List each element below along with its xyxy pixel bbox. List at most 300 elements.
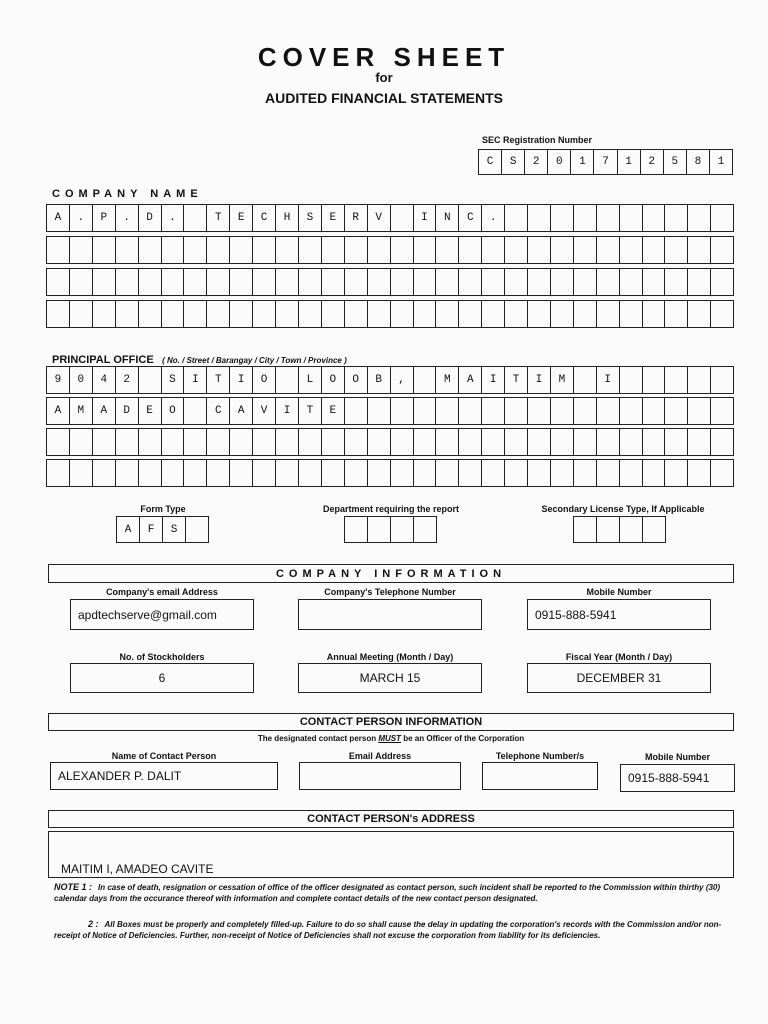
char-cell: [414, 460, 437, 486]
char-cell: [70, 301, 93, 327]
char-cell: F: [140, 517, 163, 542]
char-cell: B: [368, 367, 391, 393]
annual-meeting-label: Annual Meeting (Month / Day): [326, 652, 454, 662]
char-cell: [345, 460, 368, 486]
char-cell: [505, 269, 528, 295]
char-cell: 0: [70, 367, 93, 393]
char-cell: [391, 237, 414, 263]
char-cell: 9: [47, 367, 70, 393]
char-cell: H: [276, 205, 299, 231]
char-cell: T: [299, 398, 322, 424]
char-cell: [711, 429, 733, 455]
char-cell: S: [299, 205, 322, 231]
char-cell: [184, 269, 207, 295]
char-cell: O: [253, 367, 276, 393]
char-cell: [643, 301, 666, 327]
secondary-license-label: Secondary License Type, If Applicable: [541, 504, 705, 514]
principal-office-field[interactable]: [46, 366, 734, 490]
char-cell: [139, 269, 162, 295]
char-cell: [70, 429, 93, 455]
char-cell: [70, 237, 93, 263]
char-cell: 4: [93, 367, 116, 393]
char-cell: [368, 460, 391, 486]
char-cell: [93, 301, 116, 327]
char-cell: [643, 367, 666, 393]
char-cell: [505, 429, 528, 455]
char-cell: [597, 269, 620, 295]
char-cell: [414, 301, 437, 327]
char-cell: C: [207, 398, 230, 424]
char-cell: [688, 460, 711, 486]
department-field[interactable]: [344, 516, 437, 543]
char-cell: [620, 429, 643, 455]
char-cell: [184, 398, 207, 424]
char-cell: [207, 269, 230, 295]
fiscal-year-label: Fiscal Year (Month / Day): [565, 652, 673, 662]
char-cell: [186, 517, 208, 542]
char-cell: [574, 301, 597, 327]
contact-person-header: CONTACT PERSON INFORMATION: [48, 713, 734, 731]
char-cell: [551, 429, 574, 455]
char-cell: A: [47, 205, 70, 231]
char-cell: [230, 269, 253, 295]
char-cell: [643, 398, 666, 424]
char-cell: [688, 269, 711, 295]
char-cell: [414, 269, 437, 295]
char-cell: [436, 269, 459, 295]
char-cell: [139, 429, 162, 455]
char-cell: [116, 429, 139, 455]
char-cell: [711, 301, 733, 327]
subtitle: AUDITED FINANCIAL STATEMENTS: [265, 90, 503, 106]
char-cell: [322, 269, 345, 295]
char-cell: [482, 269, 505, 295]
char-cell: T: [207, 205, 230, 231]
fiscal-year-field[interactable]: DECEMBER 31: [527, 663, 711, 693]
company-mobile-field[interactable]: 0915-888-5941: [527, 599, 711, 630]
char-cell: [184, 301, 207, 327]
char-cell: [253, 429, 276, 455]
char-cell: [574, 205, 597, 231]
char-cell: D: [139, 205, 162, 231]
char-cell: [643, 460, 666, 486]
contact-mobile-label: Mobile Number: [644, 752, 710, 762]
char-cell: ,: [391, 367, 414, 393]
char-cell: [184, 460, 207, 486]
char-cell: [414, 517, 436, 542]
char-cell: [322, 429, 345, 455]
char-row[interactable]: [46, 204, 734, 232]
char-cell: [620, 205, 643, 231]
char-cell: [299, 269, 322, 295]
char-cell: [528, 429, 551, 455]
char-row[interactable]: [46, 397, 734, 425]
char-cell: [459, 269, 482, 295]
char-cell: [620, 269, 643, 295]
char-cell: [620, 367, 643, 393]
char-cell: [207, 460, 230, 486]
char-cell: [345, 398, 368, 424]
char-cell: [230, 429, 253, 455]
char-cell: [139, 301, 162, 327]
char-cell: [643, 205, 666, 231]
note-1-label: NOTE 1 :: [54, 882, 93, 892]
char-cell: [436, 460, 459, 486]
char-cell: A: [230, 398, 253, 424]
char-cell: [162, 237, 185, 263]
char-cell: 2: [525, 150, 548, 174]
char-cell: I: [184, 367, 207, 393]
char-cell: [139, 237, 162, 263]
char-cell: [436, 301, 459, 327]
char-cell: [184, 237, 207, 263]
char-cell: A: [47, 398, 70, 424]
stockholders-label: No. of Stockholders: [119, 652, 205, 662]
contact-note-post: be an Officer of the Corporation: [401, 734, 525, 743]
char-cell: [643, 237, 666, 263]
char-cell: O: [322, 367, 345, 393]
company-telephone-label: Company's Telephone Number: [324, 587, 456, 597]
note-2-text: All Boxes must be properly and completely filled-up. Failure to do so shall cause the delay in updating the corporation's records with the Commission and/or non-receipt of Notice of Deficiencies. Further, non-receipt of Notice of Deficiencies shall not excuse the corporation from liability for its deficiencies.: [54, 920, 722, 940]
char-cell: [345, 517, 368, 542]
char-cell: [505, 237, 528, 263]
char-cell: [93, 237, 116, 263]
char-cell: [162, 429, 185, 455]
char-cell: [620, 301, 643, 327]
char-cell: I: [230, 367, 253, 393]
contact-mobile-field[interactable]: 0915-888-5941: [620, 764, 735, 792]
char-cell: [665, 269, 688, 295]
char-cell: 5: [664, 150, 687, 174]
char-cell: [597, 517, 620, 542]
char-cell: [47, 429, 70, 455]
char-cell: A: [459, 367, 482, 393]
char-cell: [551, 398, 574, 424]
cover-sheet-title: COVER SHEET: [257, 42, 511, 72]
char-cell: [139, 367, 162, 393]
char-cell: [574, 269, 597, 295]
char-cell: [299, 237, 322, 263]
char-cell: A: [93, 398, 116, 424]
char-cell: [414, 237, 437, 263]
char-cell: [436, 429, 459, 455]
char-row[interactable]: [46, 428, 734, 456]
contact-address-field[interactable]: MAITIM I, AMADEO CAVITE: [48, 831, 734, 878]
char-cell: [574, 460, 597, 486]
char-cell: [230, 237, 253, 263]
char-cell: O: [345, 367, 368, 393]
char-cell: [665, 301, 688, 327]
char-cell: [230, 301, 253, 327]
char-cell: [551, 460, 574, 486]
char-cell: [528, 205, 551, 231]
company-mobile-label: Mobile Number: [586, 587, 652, 597]
char-cell: [253, 269, 276, 295]
char-cell: [711, 460, 733, 486]
char-cell: E: [322, 205, 345, 231]
contact-person-note: [48, 734, 734, 743]
char-cell: [345, 429, 368, 455]
char-cell: [574, 517, 597, 542]
char-cell: [711, 237, 733, 263]
note-2: [54, 919, 734, 941]
char-cell: [368, 517, 391, 542]
char-cell: V: [368, 205, 391, 231]
company-email-label: Company's email Address: [106, 587, 218, 597]
char-cell: [414, 398, 437, 424]
char-cell: 1: [717, 156, 725, 168]
char-cell: [47, 301, 70, 327]
char-cell: [620, 517, 643, 542]
char-cell: [47, 269, 70, 295]
char-cell: .: [70, 205, 93, 231]
char-cell: [391, 205, 414, 231]
char-cell: .: [162, 205, 185, 231]
char-cell: [528, 237, 551, 263]
char-cell: [162, 301, 185, 327]
char-cell: [253, 460, 276, 486]
char-cell: [276, 429, 299, 455]
contact-telephone-label: Telephone Number/s: [495, 751, 585, 761]
char-cell: [688, 205, 711, 231]
char-cell: E: [230, 205, 253, 231]
char-cell: [597, 205, 620, 231]
char-cell: [505, 460, 528, 486]
char-cell: S: [502, 150, 525, 174]
company-information-header: COMPANY INFORMATION: [48, 564, 734, 583]
char-row[interactable]: [46, 300, 734, 328]
char-row[interactable]: [46, 268, 734, 296]
char-cell: [574, 367, 597, 393]
char-cell: R: [345, 205, 368, 231]
char-cell: .: [482, 205, 505, 231]
char-cell: S: [163, 517, 186, 542]
char-cell: [688, 398, 711, 424]
char-cell: E: [322, 398, 345, 424]
char-cell: [139, 460, 162, 486]
char-cell: [505, 301, 528, 327]
char-cell: [551, 301, 574, 327]
char-cell: [459, 429, 482, 455]
char-cell: [322, 237, 345, 263]
contact-email-field[interactable]: [299, 762, 461, 790]
note-2-label: 2 :: [88, 919, 99, 929]
char-cell: 2: [116, 367, 139, 393]
char-cell: 8: [687, 150, 710, 174]
char-cell: [597, 429, 620, 455]
char-cell: E: [139, 398, 162, 424]
char-cell: [620, 398, 643, 424]
char-cell: I: [482, 367, 505, 393]
char-cell: [276, 269, 299, 295]
char-cell: [597, 398, 620, 424]
char-cell: [551, 269, 574, 295]
char-cell: [711, 205, 733, 231]
title-for: for: [375, 70, 393, 85]
company-name-label: COMPANY NAME: [52, 188, 203, 200]
principal-office-label: PRINCIPAL OFFICE: [52, 354, 154, 366]
char-cell: [322, 301, 345, 327]
char-cell: [665, 398, 688, 424]
char-cell: [299, 301, 322, 327]
char-row[interactable]: [46, 366, 734, 394]
char-cell: [253, 237, 276, 263]
char-cell: [116, 460, 139, 486]
char-cell: [665, 367, 688, 393]
char-cell: [93, 429, 116, 455]
char-cell: 0: [548, 150, 571, 174]
char-cell: [414, 429, 437, 455]
char-cell: [459, 460, 482, 486]
char-cell: [276, 367, 299, 393]
char-cell: C: [479, 150, 502, 174]
char-cell: [368, 269, 391, 295]
form-type-field[interactable]: [116, 516, 209, 543]
char-cell: I: [597, 367, 620, 393]
contact-name-label: Name of Contact Person: [111, 751, 217, 761]
char-cell: [482, 301, 505, 327]
char-cell: [184, 205, 207, 231]
char-cell: [253, 301, 276, 327]
department-label: Department requiring the report: [322, 504, 459, 514]
char-cell: [345, 269, 368, 295]
char-cell: [528, 398, 551, 424]
char-cell: [162, 269, 185, 295]
char-cell: [207, 301, 230, 327]
char-cell: [391, 429, 414, 455]
char-cell: [116, 269, 139, 295]
char-cell: [665, 237, 688, 263]
char-cell: [643, 517, 665, 542]
char-cell: [688, 429, 711, 455]
char-cell: [116, 237, 139, 263]
char-cell: [620, 460, 643, 486]
char-row[interactable]: [46, 459, 734, 487]
char-cell: [391, 269, 414, 295]
secondary-license-field[interactable]: [573, 516, 666, 543]
char-cell: [459, 237, 482, 263]
char-cell: [414, 367, 437, 393]
char-cell: [528, 269, 551, 295]
char-cell: [230, 460, 253, 486]
note-1: [54, 882, 734, 904]
char-cell: [551, 237, 574, 263]
char-cell: [482, 429, 505, 455]
note-1-text: In case of death, resignation or cessation of office of the officer designated as contact person, such incident shall be reported to the Commission within thirthy (30) calendar days from the occurance thereof with information and complete contact details of the new contact person designated.: [54, 883, 721, 903]
char-cell: .: [116, 205, 139, 231]
char-cell: [391, 517, 414, 542]
char-cell: M: [551, 367, 574, 393]
char-cell: [207, 429, 230, 455]
char-cell: [597, 237, 620, 263]
char-cell: [184, 429, 207, 455]
principal-office-sublabel: ( No. / Street / Barangay / City / Town / Province ): [162, 356, 347, 365]
char-cell: [207, 237, 230, 263]
contact-email-label: Email Address: [348, 751, 412, 761]
char-cell: [368, 301, 391, 327]
contact-note-must: MUST: [378, 734, 401, 743]
char-cell: [116, 301, 139, 327]
char-cell: [574, 429, 597, 455]
contact-address-header: CONTACT PERSON's ADDRESS: [48, 810, 734, 828]
char-cell: 7: [594, 150, 617, 174]
char-cell: [574, 398, 597, 424]
char-cell: [711, 269, 733, 295]
char-cell: M: [436, 367, 459, 393]
char-cell: [482, 398, 505, 424]
char-cell: [665, 460, 688, 486]
char-cell: O: [162, 398, 185, 424]
char-cell: I: [276, 398, 299, 424]
sec-registration-label: SEC Registration Number: [482, 135, 593, 145]
char-cell: [528, 301, 551, 327]
stockholders-field[interactable]: 6: [70, 663, 254, 693]
char-cell: [688, 301, 711, 327]
char-cell: [688, 367, 711, 393]
char-cell: [93, 460, 116, 486]
company-telephone-field[interactable]: [298, 599, 482, 630]
char-cell: [665, 205, 688, 231]
char-cell: [620, 237, 643, 263]
char-cell: [711, 398, 733, 424]
char-cell: [482, 460, 505, 486]
char-cell: D: [116, 398, 139, 424]
char-cell: S: [162, 367, 185, 393]
char-cell: [70, 460, 93, 486]
char-cell: I: [528, 367, 551, 393]
char-cell: T: [505, 367, 528, 393]
char-cell: C: [253, 205, 276, 231]
annual-meeting-field[interactable]: MARCH 15: [298, 663, 482, 693]
form-type-label: Form Type: [140, 504, 186, 514]
contact-note-pre: The designated contact person: [257, 734, 379, 743]
char-cell: [505, 205, 528, 231]
contact-name-field[interactable]: ALEXANDER P. DALIT: [50, 762, 278, 790]
char-cell: [368, 398, 391, 424]
char-cell: [93, 269, 116, 295]
sec-registration-field[interactable]: [478, 149, 733, 175]
char-cell: [551, 205, 574, 231]
char-cell: [665, 429, 688, 455]
char-cell: [47, 460, 70, 486]
char-cell: [276, 460, 299, 486]
char-cell: [574, 237, 597, 263]
char-cell: [482, 237, 505, 263]
char-cell: [368, 429, 391, 455]
char-cell: [345, 237, 368, 263]
char-cell: [436, 237, 459, 263]
char-cell: [391, 460, 414, 486]
char-cell: [597, 460, 620, 486]
char-cell: [299, 429, 322, 455]
char-cell: [391, 301, 414, 327]
char-cell: [276, 301, 299, 327]
char-cell: 2: [641, 150, 664, 174]
char-cell: [368, 237, 391, 263]
company-email-field[interactable]: apdtechserve@gmail.com: [70, 599, 254, 630]
company-name-field[interactable]: [46, 204, 734, 332]
char-row[interactable]: [46, 236, 734, 264]
char-cell: [597, 301, 620, 327]
char-cell: L: [299, 367, 322, 393]
char-cell: [711, 367, 733, 393]
char-cell: [391, 398, 414, 424]
contact-telephone-field[interactable]: [482, 762, 598, 790]
char-cell: P: [93, 205, 116, 231]
char-cell: N: [436, 205, 459, 231]
char-cell: [528, 460, 551, 486]
char-cell: [70, 269, 93, 295]
